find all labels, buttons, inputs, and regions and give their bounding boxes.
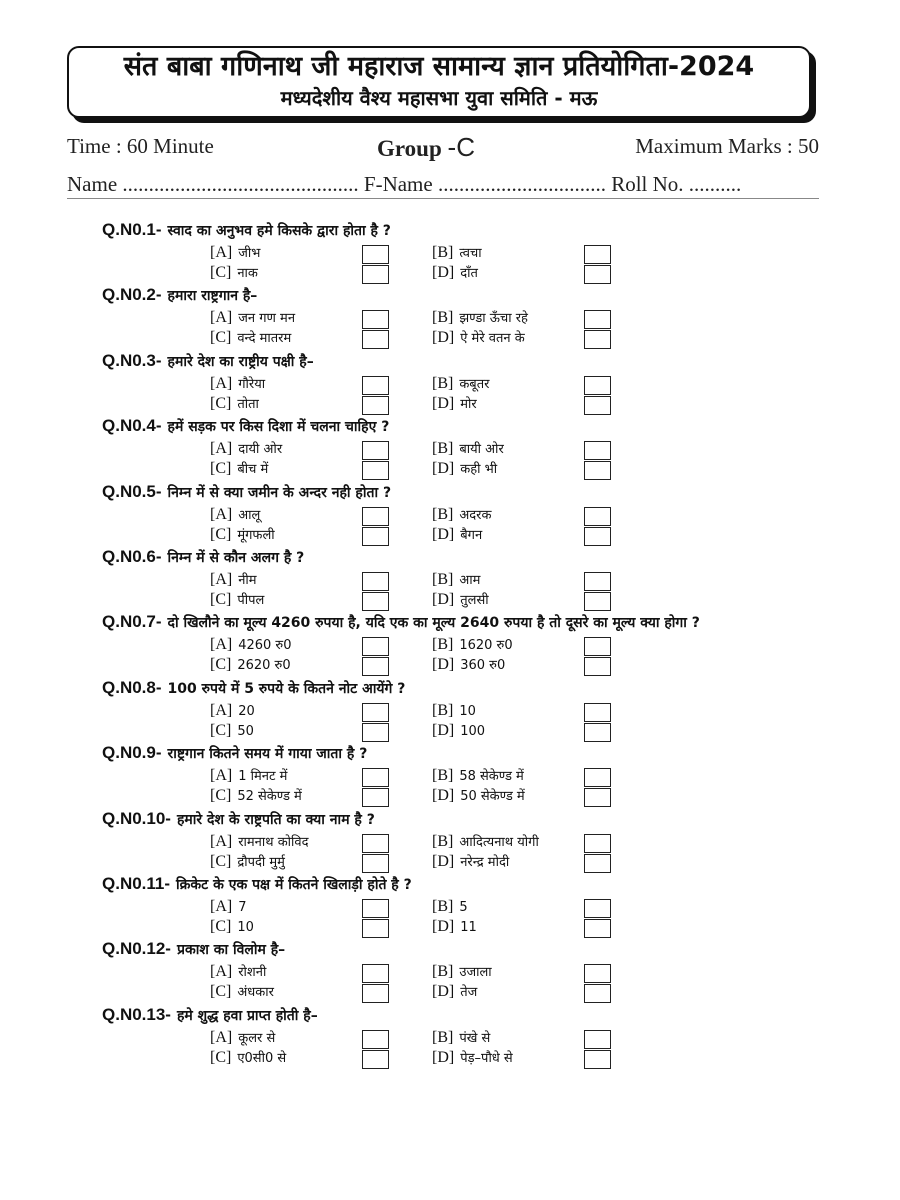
option-c	[210, 264, 258, 283]
option-c	[210, 983, 274, 1002]
answer-checkbox[interactable]	[362, 964, 389, 983]
page-subtitle: मध्यदेशीय वैश्य महासभा युवा समिति - मऊ	[280, 86, 598, 110]
question-number: Q.N0.5-	[102, 481, 162, 501]
option-text: बीच में	[237, 462, 269, 478]
max-marks-label: Maximum Marks : 50	[635, 134, 819, 158]
option-text: 7	[238, 900, 247, 915]
answer-checkbox[interactable]	[584, 592, 611, 611]
option-c	[210, 395, 259, 414]
answer-checkbox[interactable]	[584, 834, 611, 853]
question-block	[0, 285, 900, 351]
option-d	[432, 460, 497, 479]
option-text: जीभ	[238, 246, 261, 261]
option-key: [B]	[432, 636, 454, 654]
option-b	[432, 506, 491, 525]
option-a	[210, 636, 291, 655]
option-text: कही भी	[460, 462, 498, 478]
option-key: [B]	[432, 1028, 454, 1046]
option-text: त्वचा	[459, 246, 482, 261]
answer-checkbox[interactable]	[362, 1030, 389, 1049]
question-heading	[102, 416, 389, 436]
option-d	[432, 1049, 513, 1068]
question-heading	[102, 285, 257, 305]
question-text: हमारे देश के राष्ट्रपति का क्या नाम है ?	[176, 811, 375, 828]
question-text: निम्न में से कौन अलग है ?	[167, 550, 305, 566]
option-text: रोशनी	[238, 965, 267, 981]
option-a	[210, 1029, 275, 1048]
option-key: [C]	[210, 525, 232, 543]
answer-checkbox[interactable]	[362, 854, 389, 873]
option-text: नरेन्द्र मोदी	[460, 854, 510, 870]
option-key: [D]	[432, 983, 455, 1001]
answer-checkbox[interactable]	[584, 376, 611, 395]
option-d	[432, 918, 477, 937]
question-number: Q.N0.11-	[102, 874, 171, 893]
option-text: अंधकार	[237, 985, 274, 1001]
answer-checkbox[interactable]	[584, 1050, 611, 1069]
answer-checkbox[interactable]	[362, 1050, 389, 1069]
option-key: [C]	[210, 460, 232, 478]
question-block	[0, 351, 900, 417]
question-text: हमे शुद्ध हवा प्राप्त होती है–	[176, 1007, 318, 1024]
group-value: -C	[447, 132, 475, 162]
question-text: राष्ट्रगान कितने समय में गाया जाता है ?	[167, 746, 368, 763]
option-text: द्रौपदी मुर्मु	[237, 854, 285, 870]
option-text: 1 मिनट में	[238, 769, 288, 785]
question-number: Q.N0.7-	[102, 612, 162, 632]
option-b	[432, 963, 492, 982]
question-text: हमें सड़क पर किस दिशा में चलना चाहिए ?	[167, 419, 390, 436]
option-b	[432, 375, 489, 394]
option-key: [B]	[432, 767, 454, 785]
answer-checkbox[interactable]	[584, 527, 611, 546]
option-key: [C]	[210, 918, 232, 935]
answer-checkbox[interactable]	[584, 854, 611, 873]
option-text: 10	[459, 703, 476, 719]
question-text: प्रकाश का विलोम है–	[176, 942, 286, 959]
answer-checkbox[interactable]	[362, 899, 389, 918]
option-key: [D]	[432, 264, 455, 281]
option-b	[432, 244, 482, 263]
option-text: 10	[237, 920, 254, 935]
option-key: [C]	[210, 1048, 232, 1066]
option-a	[210, 506, 260, 525]
option-key: [C]	[210, 394, 232, 412]
option-c	[210, 853, 285, 872]
divider	[67, 198, 819, 199]
option-a	[210, 963, 266, 982]
answer-checkbox[interactable]	[362, 441, 389, 460]
question-block	[0, 939, 900, 1005]
question-text: दो खिलौने का मूल्य 4260 रुपया है, यदि एक का मूल्य 2640 रुपया है तो दूसरे का मूल्य क्या होगा ?	[167, 615, 700, 632]
option-key: [C]	[210, 591, 232, 608]
question-block	[0, 743, 900, 809]
option-c	[210, 918, 254, 937]
option-key: [A]	[210, 767, 233, 785]
answer-checkbox[interactable]	[584, 637, 611, 656]
option-text: गौरेया	[238, 376, 266, 392]
option-text: झण्डा ऊँचा रहे	[459, 311, 528, 327]
question-block	[0, 874, 900, 940]
option-b	[432, 898, 468, 917]
question-text: 100 रुपये में 5 रुपये के कितने नोट आयेंगे ?	[167, 680, 406, 697]
answer-checkbox[interactable]	[362, 376, 389, 395]
option-d	[432, 395, 477, 414]
exam-meta-row	[67, 134, 819, 162]
option-text: मूंगफली	[237, 527, 275, 543]
option-key: [A]	[210, 440, 233, 458]
option-text: वन्दे मातरम	[237, 331, 292, 347]
answer-checkbox[interactable]	[362, 245, 389, 264]
question-block	[0, 612, 900, 678]
option-text: 58 सेकेण्ड में	[459, 769, 524, 785]
question-heading	[102, 743, 367, 763]
option-d	[432, 264, 478, 283]
option-b	[432, 636, 513, 655]
answer-checkbox[interactable]	[362, 768, 389, 787]
question-heading	[102, 220, 391, 240]
answer-checkbox[interactable]	[584, 723, 611, 742]
question-number: Q.N0.10-	[102, 808, 171, 828]
option-key: [A]	[210, 309, 233, 327]
option-key: [D]	[432, 656, 455, 674]
question-number: Q.N0.1-	[102, 220, 162, 239]
option-key: [D]	[432, 394, 455, 412]
option-text: 50 सेकेण्ड में	[460, 789, 525, 805]
option-text: दाँत	[460, 266, 478, 281]
option-key: [B]	[432, 963, 454, 981]
option-d	[432, 787, 525, 806]
option-text: तेज	[460, 985, 478, 1001]
option-a	[210, 375, 265, 394]
option-key: [B]	[432, 832, 454, 850]
answer-checkbox[interactable]	[584, 984, 611, 1003]
answer-checkbox[interactable]	[362, 984, 389, 1003]
option-a	[210, 898, 247, 917]
question-text: हमारा राष्ट्रगान है–	[167, 288, 258, 305]
answer-checkbox[interactable]	[362, 788, 389, 807]
option-text: 52 सेकेण्ड में	[237, 789, 302, 805]
option-a	[210, 571, 257, 590]
option-key: [C]	[210, 264, 232, 281]
option-key: [A]	[210, 832, 233, 850]
answer-checkbox[interactable]	[584, 768, 611, 787]
option-key: [C]	[210, 787, 232, 805]
question-block	[0, 416, 900, 482]
question-number: Q.N0.3-	[102, 350, 162, 370]
option-text: ए0सी0 से	[237, 1050, 287, 1066]
question-block	[0, 809, 900, 875]
option-key: [D]	[432, 329, 455, 347]
answer-checkbox[interactable]	[584, 919, 611, 938]
option-text: ऐ मेरे वतन के	[460, 331, 525, 347]
option-key: [B]	[432, 571, 454, 588]
question-heading	[102, 547, 304, 567]
option-c	[210, 787, 302, 806]
answer-checkbox[interactable]	[362, 572, 389, 591]
answer-checkbox[interactable]	[362, 919, 389, 938]
option-key: [B]	[432, 701, 454, 719]
option-key: [B]	[432, 309, 454, 327]
answer-checkbox[interactable]	[584, 703, 611, 722]
header-box	[67, 46, 811, 118]
question-heading	[102, 678, 405, 698]
option-key: [D]	[432, 918, 455, 935]
question-number: Q.N0.9-	[102, 743, 162, 763]
option-b	[432, 309, 528, 328]
option-key: [B]	[432, 898, 454, 915]
option-a	[210, 440, 282, 459]
option-key: [A]	[210, 636, 233, 654]
option-key: [C]	[210, 656, 232, 674]
option-c	[210, 722, 254, 741]
option-key: [D]	[432, 721, 455, 739]
option-text: नाक	[237, 266, 258, 281]
option-key: [A]	[210, 505, 233, 523]
option-a	[210, 767, 287, 786]
candidate-info-row	[67, 172, 819, 200]
option-key: [A]	[210, 1028, 233, 1046]
question-number: Q.N0.2-	[102, 285, 162, 305]
option-d	[432, 526, 482, 545]
option-key: [C]	[210, 721, 232, 739]
option-d	[432, 983, 477, 1002]
option-key: [A]	[210, 898, 233, 915]
question-block	[0, 220, 900, 286]
answer-checkbox[interactable]	[362, 657, 389, 676]
option-key: [C]	[210, 852, 232, 870]
option-text: जन गण मन	[238, 311, 296, 327]
answer-checkbox[interactable]	[362, 592, 389, 611]
answer-checkbox[interactable]	[362, 396, 389, 415]
time-label: Time : 60 Minute	[67, 134, 214, 158]
answer-checkbox[interactable]	[362, 527, 389, 546]
answer-checkbox[interactable]	[362, 461, 389, 480]
option-d	[432, 591, 489, 610]
answer-checkbox[interactable]	[584, 461, 611, 480]
question-heading	[102, 809, 375, 829]
option-a	[210, 309, 295, 328]
option-text: 50	[237, 723, 254, 739]
answer-checkbox[interactable]	[584, 1030, 611, 1049]
answer-checkbox[interactable]	[362, 723, 389, 742]
question-text: स्वाद का अनुभव हमे किसके द्वारा होता है ?	[167, 223, 391, 239]
answer-checkbox[interactable]	[362, 507, 389, 526]
question-text: निम्न में से क्या जमीन के अन्दर नही होता ?	[167, 484, 392, 501]
option-text: 2620 रु0	[237, 658, 291, 674]
option-text: पेड़–पौधे से	[460, 1050, 513, 1066]
answer-checkbox[interactable]	[584, 265, 611, 284]
option-c	[210, 1049, 286, 1068]
question-block	[0, 547, 900, 613]
answer-checkbox[interactable]	[584, 330, 611, 349]
option-b	[432, 440, 504, 459]
option-key: [A]	[210, 571, 233, 588]
option-c	[210, 656, 291, 675]
answer-checkbox[interactable]	[584, 396, 611, 415]
option-text: पंखे से	[459, 1030, 491, 1046]
answer-checkbox[interactable]	[362, 330, 389, 349]
option-d	[432, 656, 505, 675]
option-b	[432, 702, 476, 721]
option-c	[210, 526, 275, 545]
question-text: हमारे देश का राष्ट्रीय पक्षी है–	[167, 353, 314, 370]
option-key: [D]	[432, 787, 455, 805]
question-heading	[102, 874, 412, 894]
option-c	[210, 329, 291, 348]
candidate-info-line: Name ............................................. F-Name ................................ Roll No. ..........	[67, 172, 742, 196]
option-c	[210, 591, 264, 610]
answer-checkbox[interactable]	[584, 572, 611, 591]
option-text: नीम	[238, 573, 257, 588]
option-text: 100	[460, 723, 486, 739]
answer-checkbox[interactable]	[584, 788, 611, 807]
answer-checkbox[interactable]	[584, 245, 611, 264]
question-heading	[102, 939, 285, 959]
option-key: [B]	[432, 374, 454, 392]
question-block	[0, 1005, 900, 1071]
answer-checkbox[interactable]	[584, 310, 611, 329]
question-number: Q.N0.13-	[102, 1004, 171, 1024]
question-number: Q.N0.8-	[102, 677, 162, 697]
option-key: [B]	[432, 440, 454, 458]
question-block	[0, 678, 900, 744]
option-key: [D]	[432, 525, 455, 543]
option-text: 20	[238, 703, 255, 719]
option-key: [B]	[432, 505, 454, 523]
answer-checkbox[interactable]	[584, 964, 611, 983]
option-text: पीपल	[237, 593, 265, 608]
option-d	[432, 853, 509, 872]
option-a	[210, 833, 309, 852]
option-a	[210, 244, 260, 263]
answer-checkbox[interactable]	[362, 834, 389, 853]
option-c	[210, 460, 268, 479]
option-b	[432, 1029, 490, 1048]
question-block	[0, 482, 900, 548]
option-key: [C]	[210, 983, 232, 1001]
option-text: 11	[460, 920, 477, 935]
group-label	[377, 132, 475, 163]
option-text: मोर	[460, 396, 477, 412]
question-heading	[102, 612, 700, 632]
answer-checkbox[interactable]	[362, 265, 389, 284]
answer-checkbox[interactable]	[584, 441, 611, 460]
question-number: Q.N0.12-	[102, 939, 171, 959]
option-text: तुलसी	[460, 593, 489, 608]
option-key: [D]	[432, 852, 455, 870]
option-text: कूलर से	[238, 1030, 276, 1046]
option-text: रामनाथ कोविद	[238, 834, 309, 850]
option-key: [A]	[210, 374, 233, 392]
option-text: आम	[459, 573, 481, 588]
group-word: Group	[377, 136, 442, 161]
option-text: 360 रु0	[460, 658, 506, 674]
option-b	[432, 767, 524, 786]
option-key: [D]	[432, 460, 455, 478]
option-text: बैगन	[460, 527, 483, 543]
option-b	[432, 833, 539, 852]
option-text: 5	[459, 900, 468, 915]
option-key: [A]	[210, 701, 233, 719]
option-text: अदरक	[459, 507, 492, 523]
question-heading	[102, 1005, 318, 1025]
option-a	[210, 702, 255, 721]
question-number: Q.N0.6-	[102, 547, 162, 566]
option-text: दायी ओर	[238, 442, 283, 458]
option-text: आलू	[238, 507, 261, 523]
answer-checkbox[interactable]	[584, 899, 611, 918]
option-key: [A]	[210, 244, 233, 261]
option-key: [C]	[210, 329, 232, 347]
page-title: संत बाबा गणिनाथ जी महाराज सामान्य ज्ञान प्रतियोगिता-2024	[123, 51, 755, 82]
option-d	[432, 722, 485, 741]
answer-checkbox[interactable]	[362, 637, 389, 656]
option-b	[432, 571, 480, 590]
option-text: 1620 रु0	[459, 638, 513, 654]
option-key: [D]	[432, 591, 455, 608]
question-heading	[102, 482, 391, 502]
option-d	[432, 329, 525, 348]
option-key: [B]	[432, 244, 454, 261]
question-text: क्रिकेट के एक पक्ष में कितने खिलाड़ी होते है ?	[176, 877, 412, 893]
question-number: Q.N0.4-	[102, 416, 162, 436]
option-text: तोता	[237, 396, 259, 412]
option-key: [D]	[432, 1048, 455, 1066]
answer-checkbox[interactable]	[584, 507, 611, 526]
option-text: आदित्यनाथ योगी	[459, 834, 539, 850]
option-text: 4260 रु0	[238, 638, 292, 654]
option-text: बायी ओर	[459, 442, 504, 458]
option-text: कबूतर	[459, 376, 490, 392]
answer-checkbox[interactable]	[584, 657, 611, 676]
question-heading	[102, 351, 314, 371]
answer-checkbox[interactable]	[362, 310, 389, 329]
option-text: उजाला	[459, 965, 492, 981]
option-key: [A]	[210, 963, 233, 981]
answer-checkbox[interactable]	[362, 703, 389, 722]
